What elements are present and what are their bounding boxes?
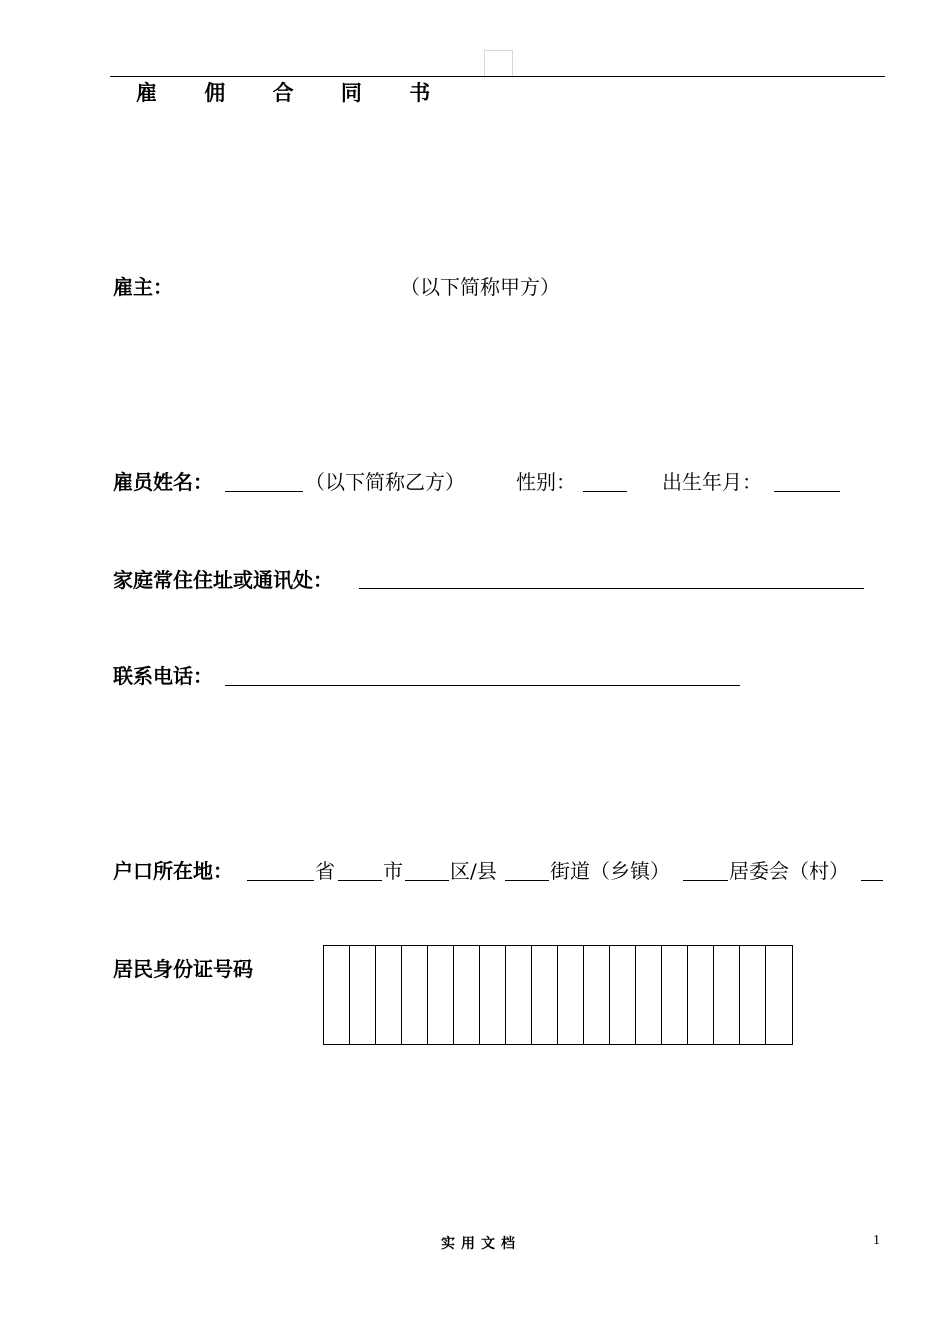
committee-field[interactable] [683,880,728,881]
id-digit-cell[interactable] [662,946,688,1044]
district-label: 区/县 [450,859,497,883]
address-field[interactable] [359,588,864,589]
id-digit-cell[interactable] [584,946,610,1044]
gender-label: 性别： [516,470,576,494]
birth-label: 出生年月： [662,470,762,494]
id-digit-cell[interactable] [636,946,662,1044]
employee-name-field[interactable] [225,491,303,492]
hukou-label: 户口所在地： [113,859,233,883]
street-field[interactable] [505,880,549,881]
id-digit-cell[interactable] [454,946,480,1044]
id-digit-cell[interactable] [740,946,766,1044]
street-label: 街道（乡镇） [550,859,670,883]
phone-field[interactable] [225,685,740,686]
province-label: 省 [315,859,335,883]
id-digit-cell[interactable] [610,946,636,1044]
id-digit-cell[interactable] [714,946,740,1044]
id-digit-cell[interactable] [350,946,376,1044]
village-field[interactable] [861,880,883,881]
employee-name-label: 雇员姓名： [113,470,213,494]
id-digit-cell[interactable] [688,946,714,1044]
phone-label: 联系电话： [113,664,213,688]
page-number: 1 [873,1233,880,1248]
committee-label: 居委会（村） [729,859,849,883]
gender-field[interactable] [583,491,627,492]
id-card-label: 居民身份证号码 [113,957,253,981]
birth-field[interactable] [774,491,840,492]
employer-label: 雇主： [113,275,173,299]
header-marker [484,50,513,78]
id-digit-cell[interactable] [428,946,454,1044]
id-digit-cell[interactable] [480,946,506,1044]
id-digit-cell[interactable] [558,946,584,1044]
document-title: 雇 佣 合 同 书 [136,80,451,105]
id-digit-cell[interactable] [766,946,792,1044]
address-label: 家庭常住住址或通讯处： [113,568,333,592]
id-digit-cell[interactable] [532,946,558,1044]
employee-note: （以下简称乙方） [305,470,465,494]
city-label: 市 [383,859,403,883]
id-digit-cell[interactable] [506,946,532,1044]
district-field[interactable] [405,880,449,881]
city-field[interactable] [338,880,382,881]
province-field[interactable] [247,880,314,881]
employer-note: （以下简称甲方） [400,275,560,299]
footer-text: 实用文档 [441,1236,521,1252]
id-card-grid [323,945,793,1045]
id-digit-cell[interactable] [376,946,402,1044]
id-digit-cell[interactable] [324,946,350,1044]
id-digit-cell[interactable] [402,946,428,1044]
